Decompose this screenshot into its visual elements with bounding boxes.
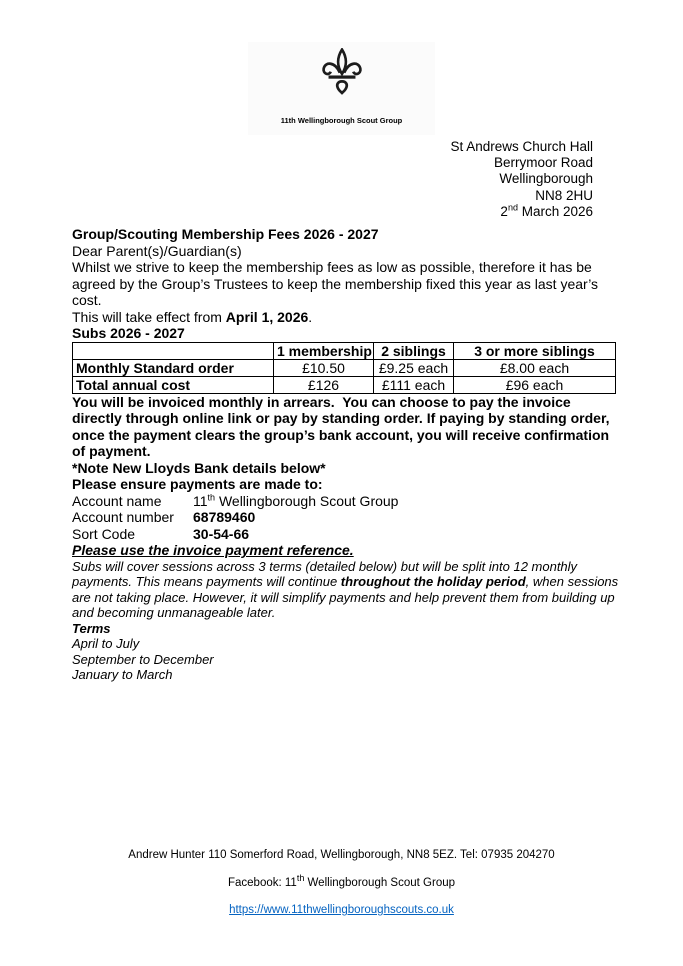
letter-body (72, 226, 619, 683)
effective-date: April 1, 2026 (225, 308, 309, 325)
letter-footer (0, 849, 683, 932)
holiday-period-emphasis: throughout the holiday period (340, 574, 526, 590)
table-row (73, 376, 616, 393)
address-line: NN8 2HU (535, 187, 593, 203)
cell-value: £96 each (454, 376, 616, 393)
sender-address-block (450, 139, 593, 220)
salutation: Dear Parent(s)/Guardian(s) (72, 242, 242, 259)
cell-value: £10.50 (274, 359, 374, 376)
account-number-row (72, 509, 615, 526)
header-cell-2-siblings: 2 siblings (374, 342, 454, 359)
term-item: January to March (72, 667, 173, 683)
address-line: Wellingborough (499, 171, 593, 187)
page-title: Group/Scouting Membership Fees 2026 - 2027 (72, 226, 379, 242)
account-name-value: 11th Wellingborough Scout Group (193, 491, 399, 509)
header-cell-1-membership: 1 membership (274, 342, 374, 359)
intro-paragraph: Whilst we strive to keep the membership fees as low as possible, therefore it has be agreed by the Group’s Trustees to keep the membership fixed this year as last year’s cost. (72, 259, 599, 308)
account-name-label: Account name (72, 492, 162, 509)
sort-code-label: Sort Code (72, 525, 136, 542)
payment-reference-note: Please use the invoice payment reference. (72, 542, 354, 558)
sort-code-row (72, 526, 615, 543)
cell-value: £126 (274, 376, 374, 393)
row-label-monthly: Monthly Standard order (73, 359, 274, 376)
account-number-label: Account number (72, 509, 174, 525)
date-ordinal: nd (507, 202, 518, 213)
logo-caption: 11th Wellingborough Scout Group (280, 116, 403, 125)
invoice-paragraph: You will be invoiced monthly in arrears. You can choose to pay the invoice directly through online link or pay by standing order. If paying by standing order, once the payment clears the group’s bank account, you will receive confirmation of payment. (72, 393, 610, 459)
term-item: September to December (72, 651, 214, 667)
bank-note: *Note New Lloyds Bank details below* (72, 459, 326, 476)
header-cell-3-or-more: 3 or more siblings (454, 342, 616, 359)
scout-fleur-de-lis-icon (315, 48, 369, 108)
letter-date: 2nd March 2026 (500, 202, 593, 219)
logo-box (248, 42, 435, 135)
term-item: April to July (72, 636, 140, 652)
website-link[interactable]: https://www.11thwellingboroughscouts.co.uk (229, 904, 454, 916)
effective-date-line: This will take effect from April 1, 2026. (72, 308, 313, 325)
account-number-value: 68789460 (193, 509, 256, 525)
address-line: Berrymoor Road (493, 155, 593, 171)
fees-table (72, 342, 616, 394)
footer-contact: Andrew Hunter 110 Somerford Road, Wellingborough, NN8 5EZ. Tel: 07935 204270 (128, 849, 555, 861)
address-line: St Andrews Church Hall (450, 139, 593, 154)
row-label-total: Total annual cost (73, 376, 274, 393)
cell-value: £8.00 each (454, 359, 616, 376)
payments-heading: Please ensure payments are made to: (72, 476, 323, 492)
sort-code-value: 30-54-66 (193, 525, 250, 542)
table-caption: Subs 2026 - 2027 (72, 325, 185, 341)
account-name-row (72, 493, 615, 510)
cell-value: £111 each (374, 376, 454, 393)
header-cell-empty (73, 342, 274, 359)
subs-terms-paragraph: Subs will cover sessions across 3 terms (detailed below) but will be split into 12 monthly payments. This means payments will continue throughout the holiday period, when sessions are not taking place. However, it will simplify payments and help prevent them from building up and becoming unmanageable later. (72, 558, 619, 621)
table-row (73, 359, 616, 376)
table-header-row (73, 342, 616, 359)
cell-value: £9.25 each (374, 359, 454, 376)
footer-facebook: Facebook: 11th Wellingborough Scout Group (227, 872, 456, 889)
terms-heading: Terms (72, 620, 111, 636)
